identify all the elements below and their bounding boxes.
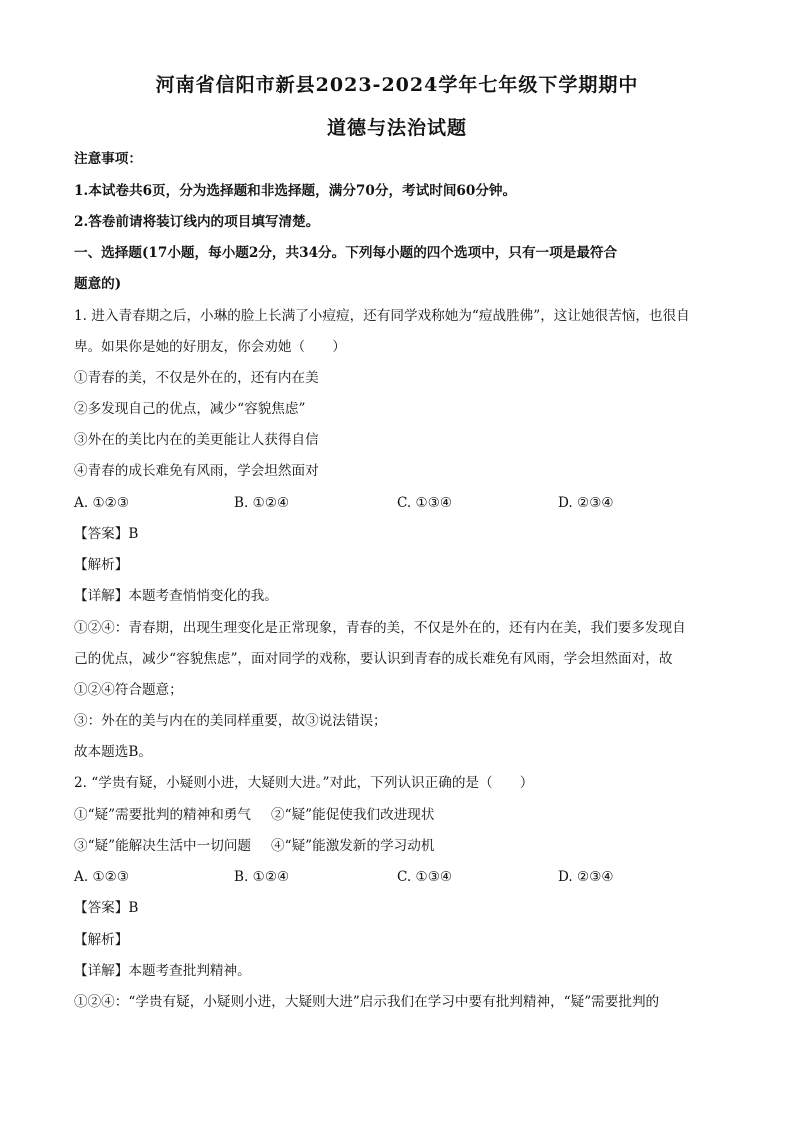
q1-stem: 1. 进入青春期之后，小琳的脸上长满了小痘痘，还有同学戏称她为“痘战胜佛”，这让她很苦恼，也很自 <box>74 308 690 324</box>
q1-explanation-4: ③：外在的美与内在的美同样重要，故③说法错误； <box>74 713 387 729</box>
q1-option-d: D. ②③④ <box>558 495 614 511</box>
notes-heading: 注意事项： <box>74 151 142 167</box>
exam-subtitle: 道德与法治试题 <box>326 117 467 139</box>
q1-conclusion: 故本题选B。 <box>74 744 152 760</box>
q2-detail: 【详解】本题考查批判精神。 <box>74 963 251 979</box>
q1-explanation-1: ①②④：青春期，出现生理变化是正常现象，青春的美，不仅是外在的，还有内在美，我们要多发现自 <box>74 620 686 636</box>
q2-stem: 2. “学贵有疑，小疑则小进，大疑则大进。”对此，下列认识正确的是（ ） <box>74 775 534 791</box>
q1-statement-4: ④青春的成长难免有风雨，学会坦然面对 <box>74 463 319 479</box>
q1-statement-1: ①青春的美，不仅是外在的，还有内在美 <box>74 370 319 386</box>
q1-statement-2: ②多发现自己的优点，减少“容貌焦虑” <box>74 401 306 417</box>
q1-detail: 【详解】本题考查悄悄变化的我。 <box>74 588 278 604</box>
q2-statement-3: ③“疑”能解决生活中一切问题 <box>74 838 252 854</box>
q2-statement-2: ②“疑”能促使我们改进现状 <box>271 807 435 823</box>
q1-explanation-3: ①②④符合题意； <box>74 682 183 698</box>
q2-analysis-label: 【解析】 <box>74 932 129 948</box>
section-heading-cont: 题意的) <box>74 276 122 292</box>
q2-statement-4: ④“疑”能激发新的学习动机 <box>271 838 435 854</box>
q2-option-b: B. ①②④ <box>234 869 290 885</box>
q2-option-d: D. ②③④ <box>558 869 614 885</box>
q1-statement-3: ③外在的美比内在的美更能让人获得自信 <box>74 432 319 448</box>
q1-stem-cont: 卑。如果你是她的好朋友，你会劝她（ ） <box>74 339 346 355</box>
q2-option-c: C. ①③④ <box>397 869 453 885</box>
notes-item-2: 2.答卷前请将装订线内的项目填写清楚。 <box>74 214 320 230</box>
q2-statements-row-1 <box>74 805 434 825</box>
notes-item-1: 1.本试卷共6页，分为选择题和非选择题，满分70分，考试时间60分钟。 <box>74 183 517 199</box>
section-heading: 一、选择题(17小题，每小题2分，共34分。下列每小题的四个选项中，只有一项是最符合 <box>74 245 618 261</box>
q2-option-a: A. ①②③ <box>74 869 130 885</box>
q2-statements-row-2 <box>74 836 434 856</box>
q1-option-c: C. ①③④ <box>397 495 453 511</box>
q1-option-b: B. ①②④ <box>234 495 290 511</box>
q1-analysis-label: 【解析】 <box>74 557 129 573</box>
q2-explanation-1: ①②④：“学贵有疑，小疑则小进，大疑则大进”启示我们在学习中要有批判精神，“疑”需要批判的 <box>74 994 660 1010</box>
q1-explanation-2: 己的优点，减少“容貌焦虑”，面对同学的戏称，要认识到青春的成长难免有风雨，学会坦然面对，故 <box>74 651 673 667</box>
q1-option-a: A. ①②③ <box>74 495 130 511</box>
exam-title: 河南省信阳市新县2023-2024学年七年级下学期期中 <box>155 74 639 96</box>
q2-statement-1: ①“疑”需要批判的精神和勇气 <box>74 807 252 823</box>
q2-answer: 【答案】B <box>74 900 139 916</box>
q1-answer: 【答案】B <box>74 526 139 542</box>
